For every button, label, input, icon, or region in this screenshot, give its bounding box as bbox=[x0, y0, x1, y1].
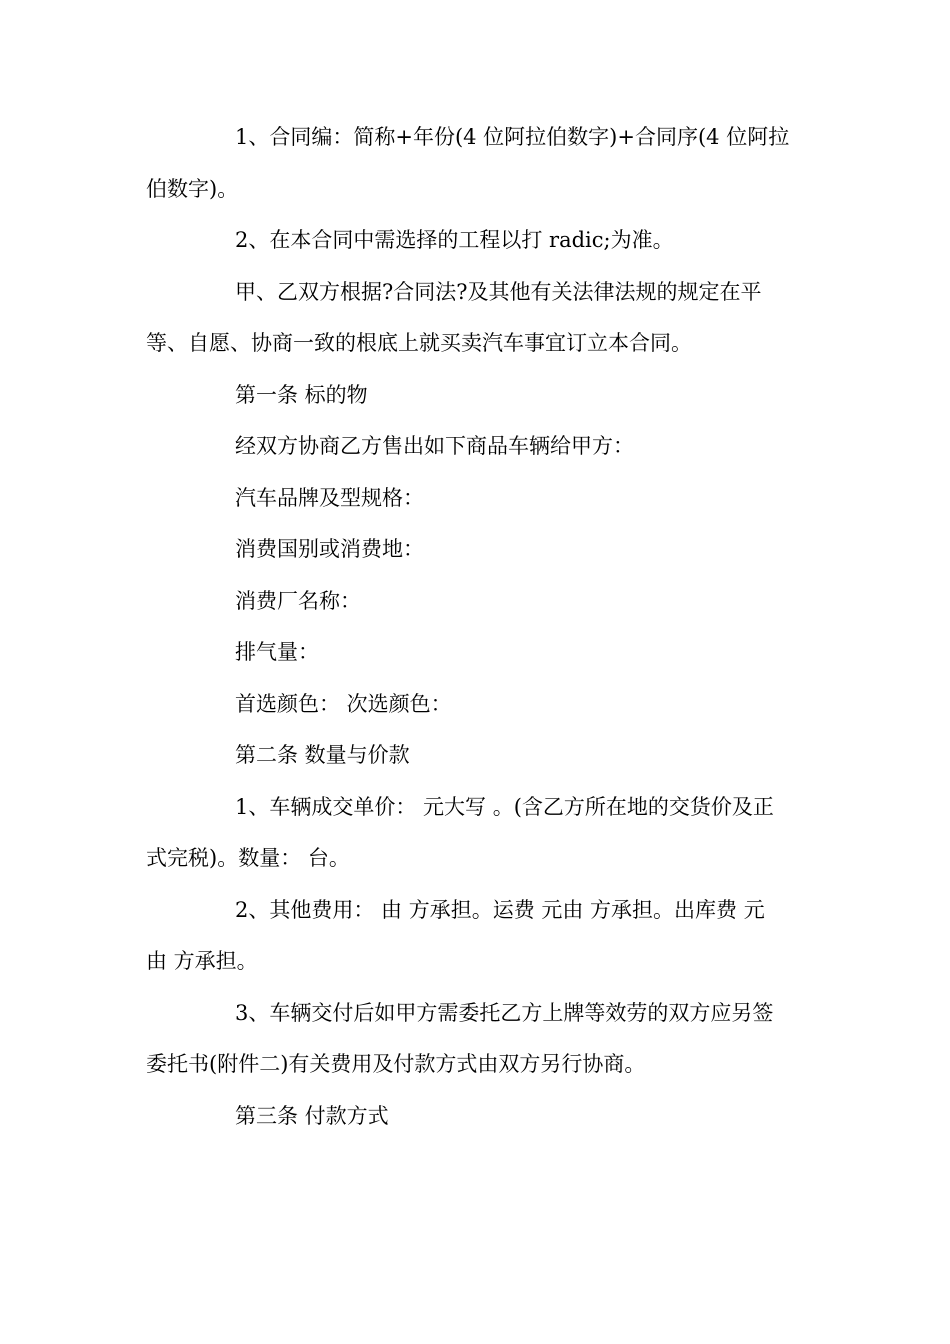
paragraph-contract-number bbox=[146, 112, 806, 215]
paragraph-preamble bbox=[146, 267, 806, 370]
text-line: 排气量： bbox=[235, 640, 319, 664]
text-line: 1、合同编：简称+年份(4 位阿拉伯数字)+合同序(4 位阿拉 bbox=[235, 125, 790, 149]
text-line: 消费国别或消费地： bbox=[235, 537, 424, 561]
text-line: 由 方承担。 bbox=[146, 949, 258, 973]
text-line: 委托书(附件二)有关费用及付款方式由双方另行协商。 bbox=[146, 1052, 646, 1076]
article-3-heading bbox=[146, 1091, 806, 1143]
article-2-heading bbox=[146, 730, 806, 782]
text-line: 2、其他费用： 由 方承担。运费 元由 方承担。出库费 元 bbox=[235, 897, 765, 922]
text-line: 经双方协商乙方售出如下商品车辆给甲方： bbox=[235, 434, 634, 458]
text-line: 第二条 数量与价款 bbox=[235, 743, 410, 767]
text-line: 等、自愿、协商一致的根底上就买卖汽车事宜订立本合同。 bbox=[146, 331, 692, 355]
text-line: 2、在本合同中需选择的工程以打 radic;为准。 bbox=[235, 228, 674, 252]
text-line: 1、车辆成交单价： 元大写 。(含乙方所在地的交货价及正 bbox=[235, 794, 774, 819]
document-body bbox=[146, 112, 806, 1142]
text-line: 汽车品牌及型规格： bbox=[235, 485, 424, 510]
paragraph-registration-service bbox=[146, 988, 806, 1091]
field-displacement bbox=[146, 627, 806, 679]
paragraph-selection-note bbox=[146, 215, 806, 267]
paragraph-unit-price bbox=[146, 782, 806, 885]
article-1-heading bbox=[146, 370, 806, 422]
paragraph-other-fees bbox=[146, 885, 806, 988]
text-line: 3、车辆交付后如甲方需委托乙方上牌等效劳的双方应另签 bbox=[235, 1000, 774, 1025]
text-line: 伯数字)。 bbox=[146, 176, 239, 201]
text-line: 式完税)。数量： 台。 bbox=[146, 846, 350, 870]
field-manufacturer bbox=[146, 576, 806, 628]
text-line: 消费厂名称： bbox=[235, 588, 361, 613]
paragraph-sale-statement bbox=[146, 421, 806, 473]
text-line: 首选颜色： 次选颜色： bbox=[235, 691, 452, 716]
text-line: 甲、乙双方根据?合同法?及其他有关法律法规的规定在平 bbox=[235, 279, 762, 304]
field-country-origin bbox=[146, 524, 806, 576]
field-brand-model bbox=[146, 473, 806, 525]
text-line: 第三条 付款方式 bbox=[235, 1103, 389, 1128]
text-line: 第一条 标的物 bbox=[235, 382, 368, 407]
field-colors bbox=[146, 679, 806, 731]
